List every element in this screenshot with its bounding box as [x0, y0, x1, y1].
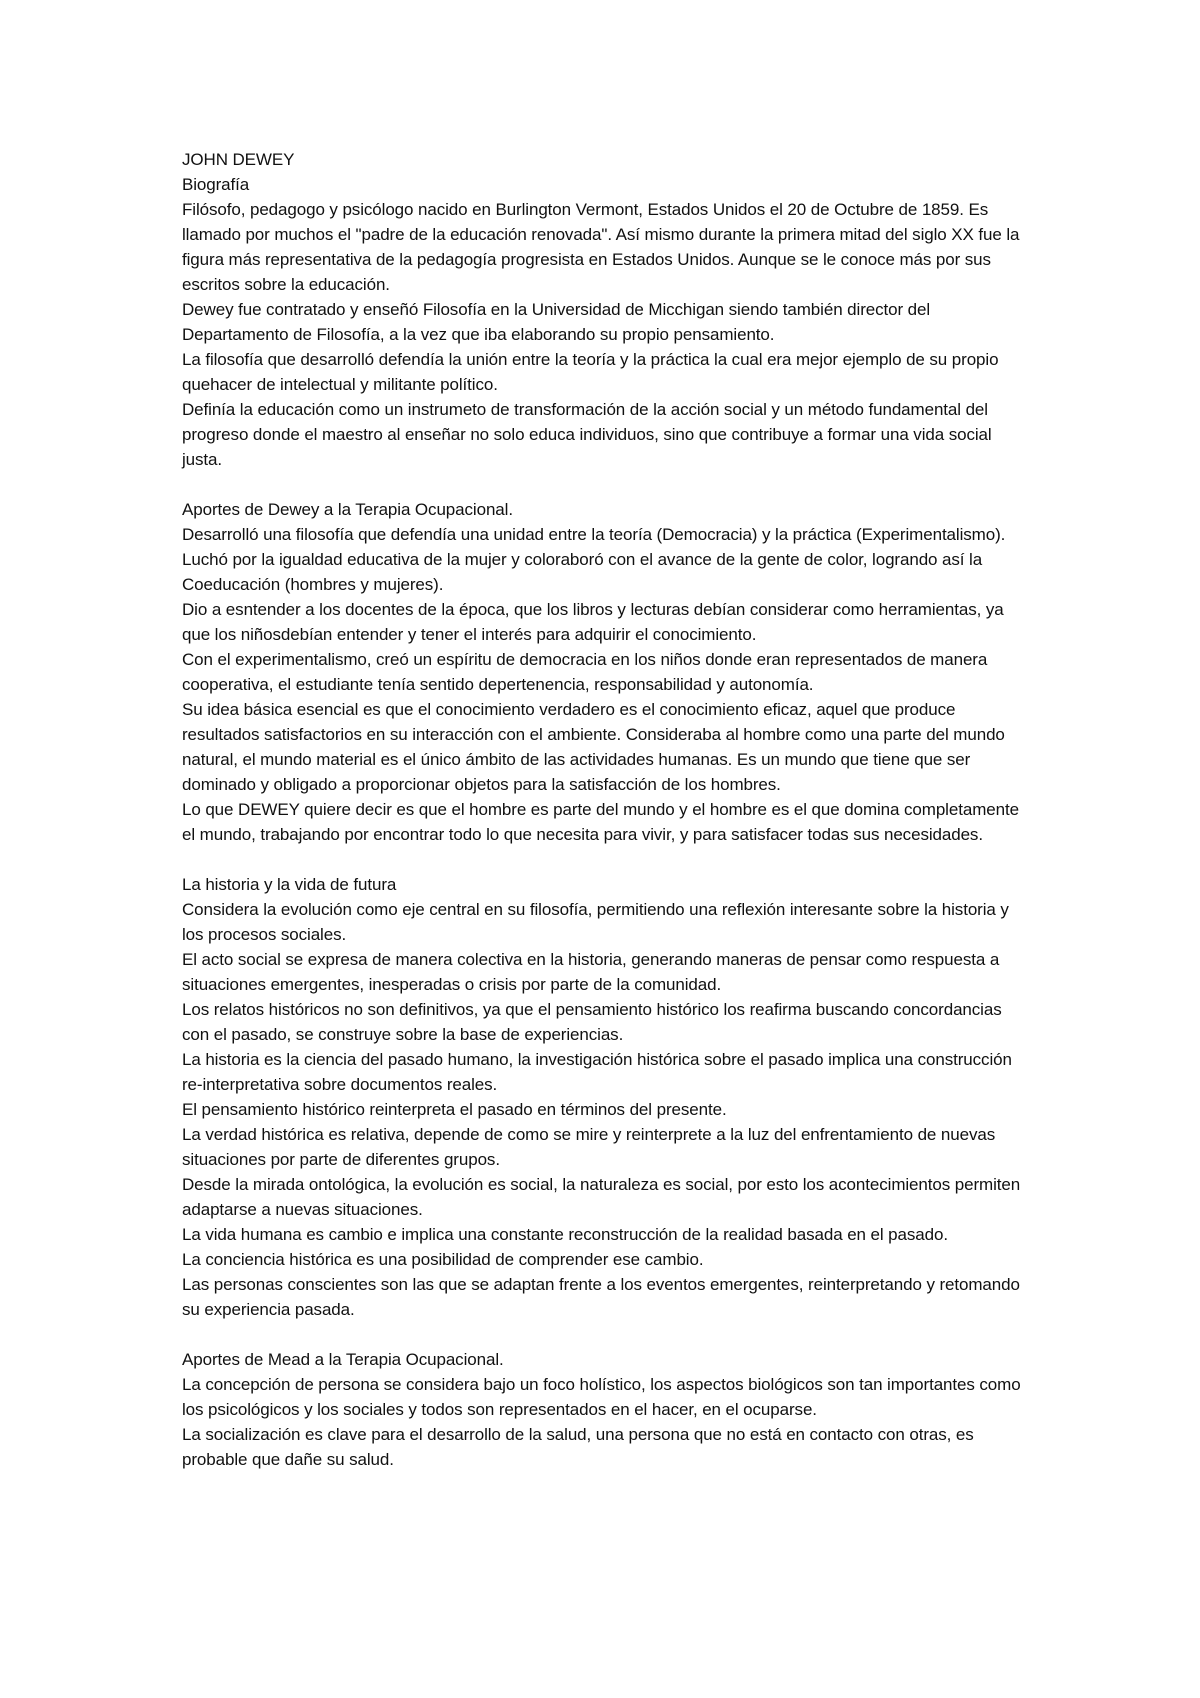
paragraph: La concepción de persona se considera bajo un foco holístico, los aspectos biológicos son tan importantes como los psicológicos y los sociales y todos son representados en el hacer, en el ocuparse. — [182, 1375, 1026, 1419]
paragraph: Con el experimentalismo, creó un espíritu de democracia en los niños donde eran representados de manera cooperativa, el estudiante tenía sentido depertenencia, responsabilidad y autonomía. — [182, 650, 992, 694]
paragraph: La conciencia histórica es una posibilidad de comprender ese cambio. — [182, 1250, 704, 1269]
section-heading-aportes-mead: Aportes de Mead a la Terapia Ocupacional. — [182, 1350, 504, 1369]
section-spacer — [182, 1322, 1032, 1347]
paragraph: Desde la mirada ontológica, la evolución es social, la naturaleza es social, por esto los acontecimientos permiten adaptarse a nuevas situaciones. — [182, 1175, 1025, 1219]
paragraph: Su idea básica esencial es que el conocimiento verdadero es el conocimiento eficaz, aquel que produce resultados satisfactorios en su interacción con el ambiente. Consideraba al hombre como una parte del mundo natural, el mundo material es el único ámbito de las actividades humanas. Es un mundo que tiene que ser dominado y obligado a proporcionar objetos para la satisfacción de los hombres. — [182, 700, 1010, 794]
paragraph: Lo que DEWEY quiere decir es que el hombre es parte del mundo y el hombre es el que domina completamente el mundo, trabajando por encontrar todo lo que necesita para vivir, y para satisfacer todas sus necesidades. — [182, 800, 1024, 844]
section-spacer — [182, 472, 1032, 497]
document-page — [182, 147, 1032, 1472]
paragraph: Dewey fue contratado y enseñó Filosofía en la Universidad de Micchigan siendo también director del Departamento de Filosofía, a la vez que iba elaborando su propio pensamiento. — [182, 300, 935, 344]
paragraph: Luchó por la igualdad educativa de la mujer y coloraboró con el avance de la gente de color, logrando así la Coeducación (hombres y mujeres). — [182, 550, 987, 594]
paragraph: Desarrolló una filosofía que defendía una unidad entre la teoría (Democracia) y la práctica (Experimentalismo). — [182, 525, 1006, 544]
section-heading-aportes-dewey: Aportes de Dewey a la Terapia Ocupacional. — [182, 500, 513, 519]
paragraph: La verdad histórica es relativa, depende de como se mire y reinterprete a la luz del enfrentamiento de nuevas situaciones por parte de diferentes grupos. — [182, 1125, 1000, 1169]
paragraph: La vida humana es cambio e implica una constante reconstrucción de la realidad basada en el pasado. — [182, 1225, 948, 1244]
paragraph: Definía la educación como un instrumeto de transformación de la acción social y un método fundamental del progreso donde el maestro al enseñar no solo educa individuos, sino que contribuye a formar una vida social justa. — [182, 400, 997, 469]
paragraph: La filosofía que desarrolló defendía la unión entre la teoría y la práctica la cual era mejor ejemplo de su propio quehacer de intelectual y militante político. — [182, 350, 1004, 394]
paragraph: El pensamiento histórico reinterpreta el pasado en términos del presente. — [182, 1100, 727, 1119]
section-heading-biografia: Biografía — [182, 175, 250, 194]
document-title: JOHN DEWEY — [182, 150, 295, 169]
paragraph: Las personas conscientes son las que se adaptan frente a los eventos emergentes, reinterpretando y retomando su experiencia pasada. — [182, 1275, 1025, 1319]
paragraph: El acto social se expresa de manera colectiva en la historia, generando maneras de pensar como respuesta a situaciones emergentes, inesperadas o crisis por parte de la comunidad. — [182, 950, 1004, 994]
paragraph: La historia es la ciencia del pasado humano, la investigación histórica sobre el pasado implica una construcción re-interpretativa sobre documentos reales. — [182, 1050, 1017, 1094]
paragraph: Considera la evolución como eje central en su filosofía, permitiendo una reflexión interesante sobre la historia y los procesos sociales. — [182, 900, 1014, 944]
section-heading-historia: La historia y la vida de futura — [182, 875, 397, 894]
paragraph: La socialización es clave para el desarrollo de la salud, una persona que no está en contacto con otras, es probable que dañe su salud. — [182, 1425, 979, 1469]
paragraph: Filósofo, pedagogo y psicólogo nacido en Burlington Vermont, Estados Unidos el 20 de Octubre de 1859. Es llamado por muchos el "padre de la educación renovada". Así mismo durante la primera mitad del siglo XX fue la figura más representativa de la pedagogía progresista en Estados Unidos. Aunque se le conoce más por sus escritos sobre la educación. — [182, 200, 1024, 294]
paragraph: Dio a esntender a los docentes de la época, que los libros y lecturas debían considerar como herramientas, ya que los niñosdebían entender y tener el interés para adquirir el conocimiento. — [182, 600, 1009, 644]
section-spacer — [182, 847, 1032, 872]
paragraph: Los relatos históricos no son definitivos, ya que el pensamiento histórico los reafirma buscando concordancias con el pasado, se construye sobre la base de experiencias. — [182, 1000, 1007, 1044]
